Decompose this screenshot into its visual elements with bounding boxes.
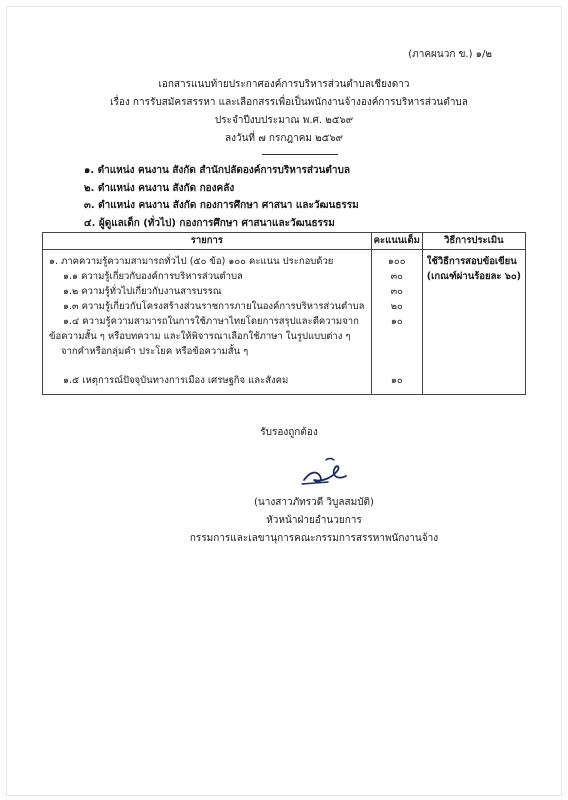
method-cell [422, 250, 525, 395]
column-header-topics: รายการ [43, 233, 372, 250]
score-value: ๓๐ [390, 271, 403, 282]
topic-spacer [49, 359, 367, 373]
table-row [43, 250, 526, 395]
score-value: ๑๐๐ [387, 256, 406, 267]
handwritten-signature [298, 452, 358, 488]
topic-item: ๑. ภาคความรู้ความสามารถทั่วไป (๕๐ ข้อ) ๑๐๐ คะแนน ประกอบด้วย [49, 256, 334, 267]
topic-item-continued: ข้อความสั้น ๆ หรือบทความ และให้พิจารณาเลือกใช้ภาษา ในรูปแบบต่าง ๆ [49, 331, 351, 342]
score-value: ๓๐ [390, 286, 403, 297]
score-value: ๒๐ [390, 301, 403, 312]
position-item: ๒. ตำแหน่ง คนงาน สังกัด กองคลัง [84, 182, 235, 194]
score-spacer [372, 359, 422, 373]
certify-text: รับรองถูกต้อง [260, 427, 318, 438]
topic-item: ๑.๕ เหตุการณ์ปัจจุบันทางการเมือง เศรษฐกิจ และสังคม [63, 375, 289, 386]
annex-label: (ภาคผนวก ข.) ๑/๒ [408, 49, 492, 60]
position-item: ๓. ตำแหน่ง คนงาน สังกัด กองการศึกษา ศาสนา และวัฒนธรรม [84, 200, 359, 211]
header-divider [262, 154, 338, 155]
exam-criteria-table [42, 232, 526, 395]
column-header-score: คะแนนเต็ม [371, 233, 422, 250]
document-date: ลงวันที่ ๗ กรกฎาคม ๒๕๖๙ [224, 133, 344, 144]
fiscal-year: ประจำปีงบประมาณ พ.ศ. ๒๕๖๙ [214, 115, 354, 126]
signer-name: (นางสาวภัทรวดี วิบูลสมบัติ) [254, 497, 374, 508]
score-value [372, 344, 422, 359]
score-value [372, 329, 422, 344]
document-subject: เรื่อง การรับสมัครสรรหา และเลือกสรรเพื่อเป็นพนักงานจ้างองค์การบริหารส่วนตำบล [110, 97, 468, 108]
method-text: ใช้วิธีการสอบข้อเขียน [426, 256, 517, 267]
score-value: ๑๐ [390, 375, 403, 386]
position-item: ๑. ตำแหน่ง คนงาน สังกัด สำนักปลัดองค์การบริหารส่วนตำบล [84, 165, 350, 176]
topic-item-continued: จากคำหรือกลุ่มคำ ประโยค หรือข้อความสั้น ๆ [61, 346, 249, 357]
topic-item: ๑.๑ ความรู้เกี่ยวกับองค์การบริหารส่วนตำบล [63, 271, 243, 282]
topic-item: ๑.๒ ความรู้ทั่วไปเกี่ยวกับงานสารบรรณ [63, 286, 222, 297]
scores-cell [371, 250, 422, 395]
document-header [0, 76, 568, 155]
position-item: ๔. ผู้ดูแลเด็ก (ทั่วไป) กองการศึกษา ศาสนาและวัฒนธรรม [84, 217, 335, 229]
topic-item: ๑.๓ ความรู้เกี่ยวกับโครงสร้างส่วนราชการภายในองค์การบริหารส่วนตำบล [63, 301, 365, 312]
column-header-method: วิธีการประเมิน [422, 233, 525, 250]
topic-item: ๑.๔ ความรู้ความสามารถในการใช้ภาษาไทยโดยการสรุปและตีความจาก [63, 316, 359, 327]
position-list [84, 162, 359, 232]
signer-role: กรรมการและเลขานุการคณะกรรมการสรรหาพนักงานจ้าง [189, 533, 439, 544]
document-title: เอกสารแนบท้ายประกาศองค์การบริหารส่วนตำบลเชียงดาว [158, 79, 410, 90]
signer-title: หัวหน้าฝ่ายอำนวยการ [266, 515, 362, 526]
signer-block [0, 494, 568, 548]
pass-criteria-text: (เกณฑ์ผ่านร้อยละ ๖๐) [426, 271, 521, 282]
score-value: ๑๐ [390, 316, 403, 327]
table-header-row [43, 233, 526, 250]
topics-cell [43, 250, 372, 395]
